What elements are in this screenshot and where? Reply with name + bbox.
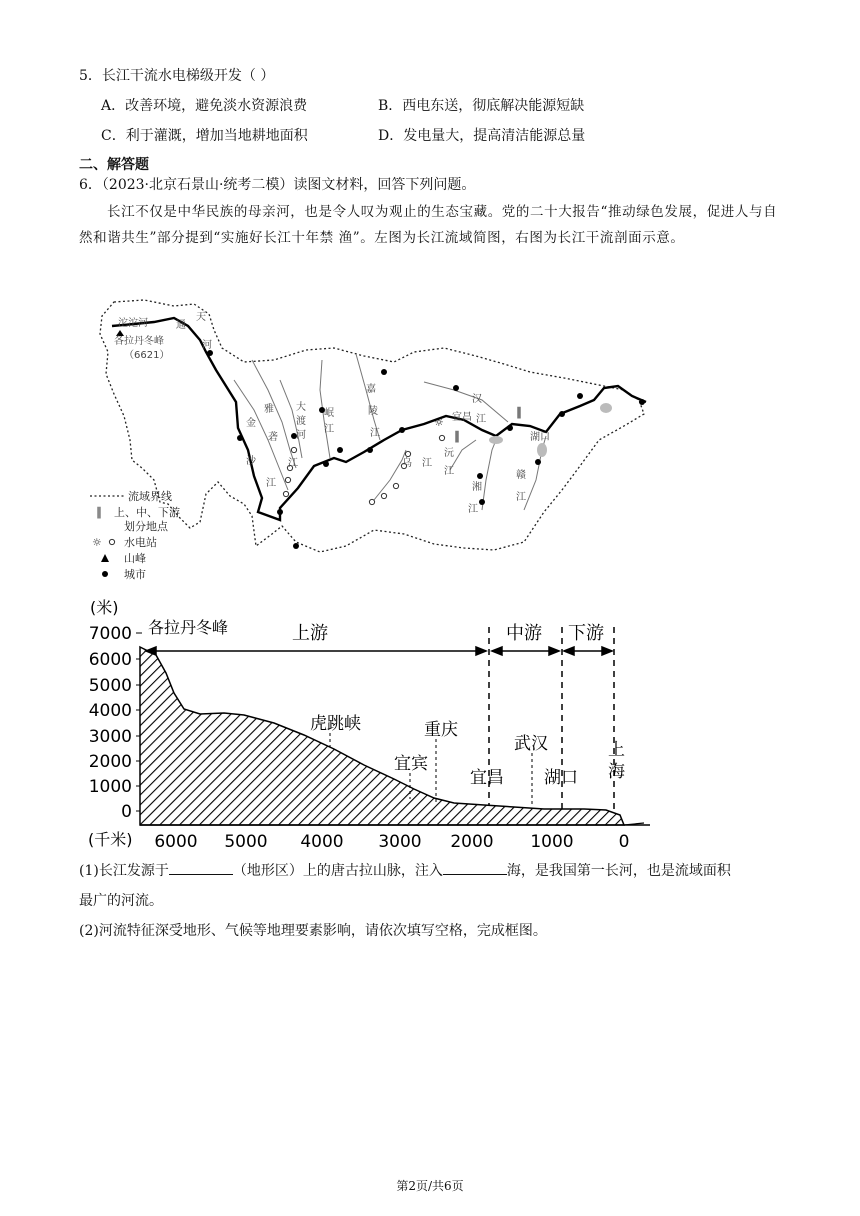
label-shanghai-2: 海 [608, 762, 625, 782]
city-dots [207, 350, 645, 549]
label-dadu-2: 渡 [296, 416, 306, 427]
label-tian: 天 [196, 312, 206, 323]
xiang-tributary [482, 440, 496, 510]
q6-sub1-line2: 最广的河流。 [79, 893, 163, 909]
label-yalong-2: 砻 [268, 432, 278, 443]
label-lower: 下游 [568, 623, 604, 644]
x-tick: 3000 [378, 832, 422, 852]
q6-sub1-part-b: （地形区）上的唐古拉山脉，注入 [232, 863, 443, 879]
label-wu-1: 乌 [402, 458, 412, 469]
label-wuhan: 武汉 [514, 734, 548, 754]
profile-y-ticks [89, 624, 132, 822]
label-jinsha-1: 金 [246, 418, 256, 429]
answer-blank-2[interactable] [443, 862, 507, 875]
yangtze-basin-map [84, 290, 664, 590]
label-hutiaoxia: 虎跳峡 [310, 714, 361, 734]
label-yalong-1: 雅 [264, 404, 274, 415]
label-dadu-1: 大 [296, 402, 306, 413]
answer-blank-1[interactable] [169, 862, 233, 875]
q5-option-a: A．改善环境，避免淡水资源浪费 [101, 98, 308, 114]
q6-sub1-part-a: (1)长江发源于 [79, 863, 169, 879]
label-shanghai-1: 上 [608, 740, 625, 760]
label-jinsha-2: 沙 [246, 456, 256, 467]
q5-option-d: D．发电量大，提高清洁能源总量 [378, 128, 586, 144]
legend-city: 城市 [124, 568, 146, 581]
range-arrows [146, 647, 612, 655]
page-footer: 第2页/共6页 [396, 1179, 464, 1193]
x-tick: 4000 [300, 832, 344, 852]
q6-stem: 6．（2023·北京石景山·统考二模）读图文材料，回答下列问题。 [79, 177, 476, 193]
x-tick: 1000 [530, 832, 574, 852]
y-tick: 1000 [88, 777, 132, 797]
label-yuan-jiang: 江 [444, 466, 454, 477]
hydro-station-circles [283, 435, 444, 504]
y-tick: 4000 [88, 701, 132, 721]
label-middle: 中游 [506, 623, 542, 644]
label-jialing-1: 嘉 [366, 384, 376, 395]
label-jialing-3: 江 [370, 428, 380, 439]
basin-boundary [100, 300, 644, 552]
label-gan-2: 江 [516, 492, 526, 503]
label-yuan: 沅 [444, 448, 454, 459]
label-upper: 上游 [292, 623, 328, 644]
x-tick: 5000 [224, 832, 268, 852]
label-dadu-3: 河 [296, 430, 306, 441]
label-wu-2: 江 [422, 458, 432, 469]
label-chongqing: 重庆 [424, 720, 458, 740]
label-xiang-2: 江 [468, 504, 478, 515]
yangtze-profile-chart [84, 593, 664, 855]
division-marker-icon-2: ∥ [516, 405, 522, 419]
y-tick: 6000 [88, 650, 132, 670]
label-yibin: 宜宾 [394, 754, 428, 774]
poyang-lake [537, 443, 547, 457]
label-he: 河 [202, 340, 212, 351]
x-tick: 2000 [450, 832, 494, 852]
q6-sub1-line1 [79, 861, 731, 881]
dongting-lake [489, 436, 503, 444]
label-min-2: 江 [324, 424, 334, 435]
y-tick: 7000 [88, 624, 132, 644]
label-peak-height: （6621） [124, 350, 170, 361]
q6-sub1-part-c: 海，是我国第一长河，也是流域面积 [506, 863, 731, 879]
label-tuotuo: 沱沱河 [118, 318, 148, 329]
label-yalong-3: 江 [288, 458, 298, 469]
legend-hydro-sun-icon: ☼ [92, 536, 102, 549]
section-title: 二、解答题 [79, 157, 149, 173]
x-tick: 6000 [154, 832, 198, 852]
division-marker-icon: ∥ [454, 429, 460, 443]
legend-division-icon: ∥ [96, 505, 102, 519]
legend-peak: 山峰 [124, 552, 146, 565]
label-hukou: 湖口 [544, 768, 578, 788]
x-tick: 0 [618, 832, 630, 852]
label-han-1: 汉 [472, 394, 482, 405]
label-yichang: 宜昌 [470, 768, 504, 788]
terrain-profile [140, 647, 624, 825]
label-xiang-1: 湘 [472, 482, 482, 493]
tai-lake [600, 403, 612, 413]
legend-peak-icon [101, 554, 109, 562]
legend-hydro: 水电站 [124, 536, 157, 549]
legend-city-icon [102, 571, 108, 577]
legend-boundary: 流域界线 [128, 490, 172, 503]
y-tick: 2000 [88, 752, 132, 772]
q6-paragraph: 长江不仅是中华民族的母亲河，也是令人叹为观止的生态宝藏。党的二十大报告“推动绿色发展，促进人与自然和谐共生”部分提到“实施好长江十年禁 渔”。左图为长江流域简图，右图为长江干流剖面示意。 [79, 204, 778, 246]
label-peak: 各拉丹冬峰 [148, 618, 229, 637]
label-tong: 通 [176, 320, 186, 331]
label-hukou: 湖口 [530, 432, 550, 443]
y-tick: 5000 [88, 676, 132, 696]
profile-y-unit: (米) [90, 598, 119, 617]
hydro-sun-icon: ☼ [434, 416, 444, 429]
yalong-tributary [252, 360, 296, 468]
label-peak: 各拉丹冬峰 [114, 336, 164, 347]
label-han-2: 江 [476, 414, 486, 425]
label-jialing-2: 陵 [368, 406, 378, 417]
label-yichang: 宜昌 [452, 412, 472, 423]
q6-sub2: (2)河流特征深受地形、气候等地理要素影响，请依次填写空格，完成框图。 [79, 923, 547, 939]
main-river [112, 318, 646, 520]
y-tick: 3000 [88, 727, 132, 747]
map-legend [90, 489, 180, 581]
y-tick: 0 [121, 802, 132, 822]
legend-division-1: 上、中、下游 [114, 506, 180, 519]
q5-stem: 5．长江干流水电梯级开发（ ） [79, 68, 275, 84]
label-gan-1: 赣 [516, 470, 526, 481]
legend-division-2: 划分地点 [124, 520, 168, 533]
q5-option-c: C．利于灌溉，增加当地耕地面积 [101, 128, 308, 144]
profile-x-ticks [154, 832, 629, 852]
label-min-1: 岷 [324, 408, 334, 419]
profile-x-unit: (千米) [88, 830, 133, 849]
q5-option-b: B．西电东送，彻底解决能源短缺 [378, 98, 585, 114]
label-jinsha-3: 江 [266, 478, 276, 489]
